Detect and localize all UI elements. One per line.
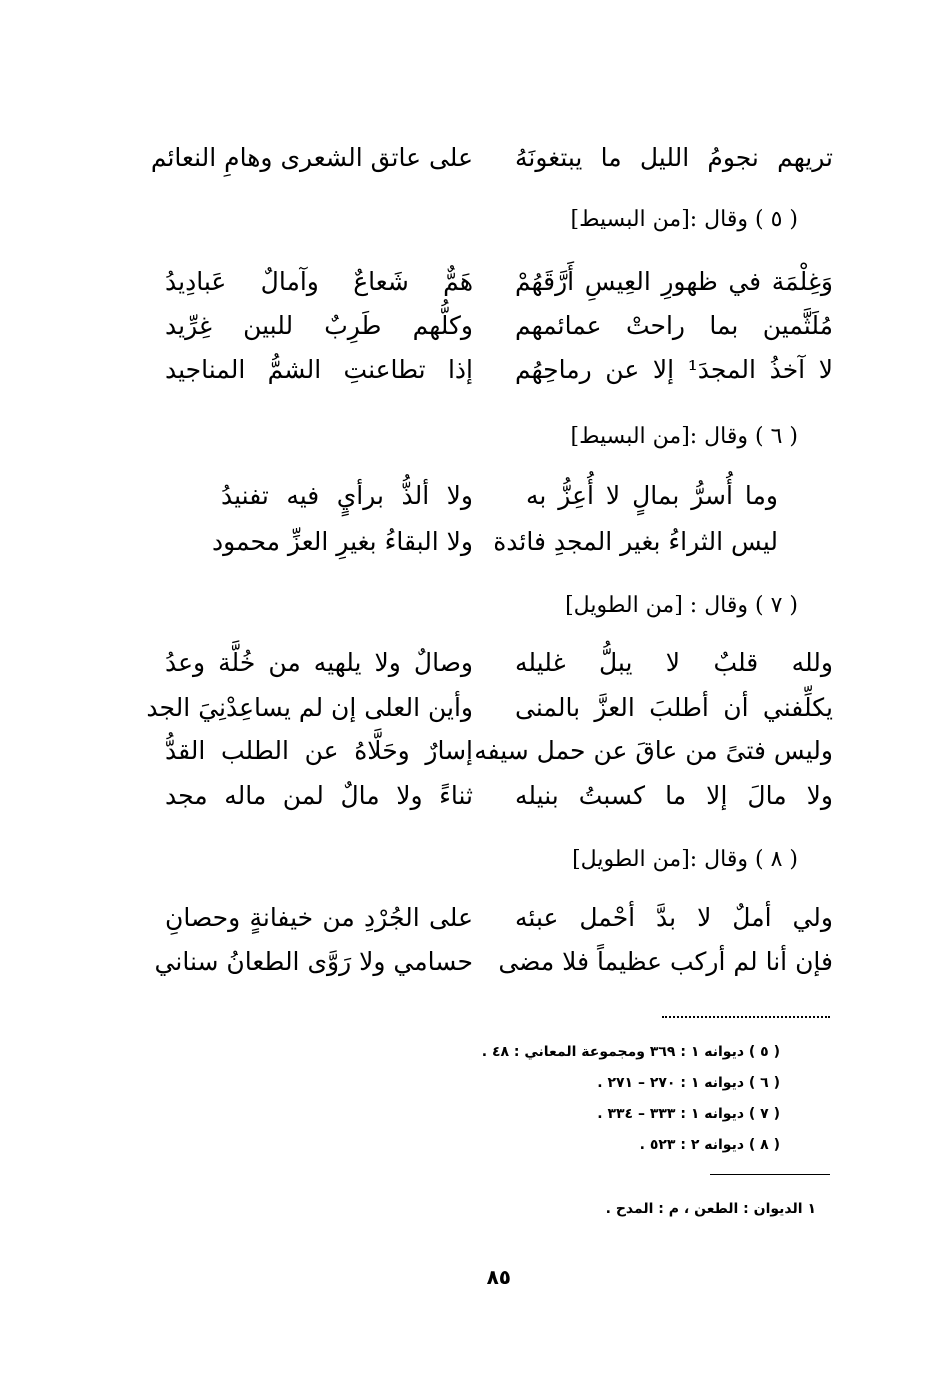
footnote-separator-dotted: [662, 1016, 830, 1018]
verse-first-hemistich: فإن أنا لم أركب عظيماً فلا مضى: [498, 947, 833, 976]
verse-line: [0, 688, 946, 728]
verse-second-hemistich: وأين العلى إن لم يساعِدْنِيَ الجد: [146, 693, 473, 722]
verse-first-hemistich: ولله قلبٌ لا يبلُّ غليله: [515, 648, 833, 677]
verse-first-hemistich: وَغِلْمَة في ظهورِ العِيسِ أَرَّقَهُمْ: [515, 267, 833, 296]
verse-line: [0, 643, 946, 683]
verse-first-hemistich: ولا مالَ إلا ما كسبتُ بنيله: [515, 781, 833, 810]
verse-first-hemistich: ولي أملٌ لا بدَّ أحْمل عبئه: [515, 903, 833, 932]
footnote-source: ( ٨ ) ديوانه ٢ : ٥٢٣ .: [639, 1137, 780, 1153]
verse-second-hemistich: ثناءً ولا مالٌ لمن ماله مجد: [165, 781, 473, 810]
verse-line: [0, 522, 946, 562]
verse-first-hemistich: وما أُسرُّ بمالٍ لا أُعِزُّ به: [526, 481, 778, 510]
verse-line: [0, 898, 946, 938]
verse-first-hemistich: يكلِّفني أن أطلبَ العزَّ بالمنى: [515, 693, 833, 722]
verse-line: [0, 731, 946, 771]
verse-second-hemistich: هَمٌّ شَعاعٌ وآمالٌ عَبادِيدُ: [165, 267, 473, 296]
verse-second-hemistich: وكلُّهم طَرِبٌ للبين غِرِّيد: [165, 311, 473, 340]
verse-first-hemistich: وليس فتىً من عاقَ عن حمل سيفه: [474, 736, 833, 765]
verse-line: [0, 262, 946, 302]
footnote-source: ( ٥ ) ديوانه ١ : ٣٦٩ ومجموعة المعاني : ٤٨ .: [481, 1044, 780, 1060]
footnote-separator-solid: [710, 1174, 830, 1175]
verse-second-hemistich: ولا ألذُّ برأيٍ فيه تفنيدُ: [221, 481, 473, 510]
verse-second-hemistich: وصالٌ ولا يلهيه من خُلَّة وعدُ: [165, 648, 473, 677]
verse-line: [0, 942, 946, 982]
poem-heading: ( ٦ ) وقال :[من البسيط]: [570, 424, 798, 449]
verse-second-hemistich: على عاتق الشعرى وهامِ النعائم: [150, 143, 473, 172]
poem-heading: ( ٨ ) وقال :[من الطويل]: [572, 847, 798, 872]
verse-second-hemistich: ولا البقاءُ بغيرِ العزِّ محمود: [211, 527, 473, 556]
verse-first-hemistich: لا آخذُ المجدَ¹ إلا عن رماحِهُم: [515, 355, 833, 384]
verse-second-hemistich: حسامي ولا رَوَّى الطعانُ سناني: [154, 947, 473, 976]
footnote-note: ١ الديوان : الطعن ، م : المدح .: [605, 1201, 816, 1217]
verse-second-hemistich: على الجُرْدِ من خيفانةٍ وحصانِ: [165, 903, 473, 932]
verse-first-hemistich: تريهم نجومُ الليل ما يبتغونَهُ: [515, 143, 833, 172]
verse-line: [0, 138, 946, 178]
footnote-source: ( ٦ ) ديوانه ١ : ٢٧٠ – ٢٧١ .: [597, 1075, 780, 1091]
poem-heading: ( ٥ ) وقال :[من البسيط]: [570, 207, 798, 232]
footnote-source: ( ٧ ) ديوانه ١ : ٣٣٣ – ٣٣٤ .: [597, 1106, 780, 1122]
verse-line: [0, 306, 946, 346]
verse-line: [0, 350, 946, 390]
verse-line: [0, 476, 946, 516]
verse-line: [0, 776, 946, 816]
verse-first-hemistich: مُلَثَّمين بما راحتْ عمائمهم: [515, 311, 833, 340]
verse-first-hemistich: ليس الثراءُ بغير المجدِ فائدة: [493, 527, 778, 556]
page-number: ٨٥: [486, 1265, 511, 1289]
poem-heading: ( ٧ ) وقال : [من الطويل]: [565, 593, 798, 618]
verse-second-hemistich: إسارٌ وحَلَّاهُ عن الطلب القدُّ: [165, 736, 473, 765]
verse-second-hemistich: إذا تطاعنتِ الشمُّ المناجيد: [165, 355, 473, 384]
